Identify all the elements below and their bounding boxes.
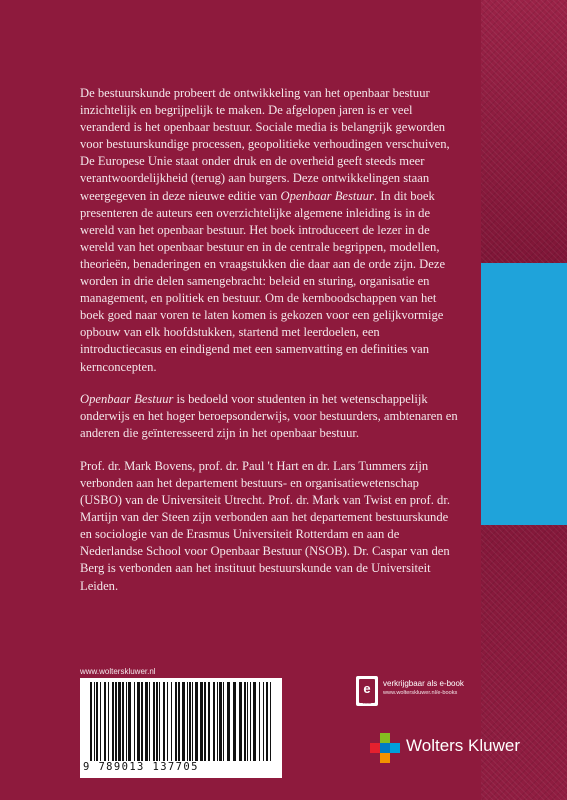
barcode-bar — [217, 682, 218, 761]
barcode-bar — [126, 682, 127, 761]
decorative-strip-blue — [481, 263, 567, 525]
barcode-bar — [108, 682, 109, 761]
barcode-bar — [213, 682, 215, 761]
ebook-url[interactable]: www.wolterskluwer.nl/e-books — [383, 690, 458, 696]
barcode-bar — [175, 682, 177, 761]
barcode-bar — [263, 682, 264, 761]
barcode-bar — [250, 682, 251, 761]
barcode-bar — [149, 682, 150, 761]
barcode-bar — [208, 682, 210, 761]
barcode-bar — [259, 682, 260, 761]
barcode-bar — [270, 682, 271, 761]
barcode-bar — [219, 682, 222, 761]
barcode-bar — [159, 682, 160, 761]
barcode-bar — [134, 682, 135, 761]
barcode-bar — [153, 682, 155, 761]
decorative-strip-top — [481, 0, 567, 263]
barcode-bar — [253, 682, 256, 761]
barcode-bar — [200, 682, 203, 761]
barcode-bar — [122, 682, 124, 761]
barcode-bar — [171, 682, 172, 761]
barcode-bar — [137, 682, 140, 761]
barcode-bar — [244, 682, 246, 761]
publisher-name: Wolters Kluwer — [406, 736, 520, 755]
barcode-bar — [145, 682, 148, 761]
barcode-bar — [247, 682, 248, 761]
ebook-icon: e book — [356, 676, 378, 706]
barcode-bar — [266, 682, 268, 761]
barcode-bar — [167, 682, 168, 761]
barcode-number: 9 789013 137705 — [83, 761, 199, 773]
barcode-bar — [204, 682, 206, 761]
blurb-paragraph-authors: Prof. dr. Mark Bovens, prof. dr. Paul 't Hart en dr. Lars Tummers zijn verbonden aan het departement bestuurs- en organisatiewetenschap (USBO) van de Universiteit Utrecht. Prof. dr. Mark van Twist en prof. dr. Martijn van der Steen zijn verbonden aan het departement bestuurskunde en sociologie van de Erasmus Universiteit Rotterdam en aan de Nederlandse School voor Openbaar Bestuur (NSOB). Dr. Caspar van den Berg is verbonden aan het instituut bestuurskunde van de Universiteit Leiden. — [80, 458, 450, 593]
barcode-bar — [118, 682, 121, 761]
barcode-bar — [128, 682, 131, 761]
barcode-bar — [96, 682, 98, 761]
barcode-bar — [227, 682, 230, 761]
blurb-paragraph-1: De bestuurskunde probeert de ontwikkeling van het openbaar bestuur inzichtelijk en begrijpelijk te maken. De afgelopen jaren is er veel veranderd is het openbaar bestuur. Sociale media is belangrijk geworden voor bestuurskundige processen, geopolitieke verhoudingen verschuiven, De Europese Unie staat onder druk en de overheid geeft steeds meer verantwoordelijkheid (terug) aan burgers. Deze ontwikkelingen staan weergegeven in deze nieuwe editie van Openbaar Bestuur. In dit boek presenteren de auteurs een overzichtelijke algemene inleiding is in de wereld van het openbaar bestuur. Het boek introduceert de lezer in de wereld van het openbaar bestuur en in de centrale begrippen, modellen, theorieën, benaderingen en vraagstukken die daar aan de orde zijn. Deze worden in drie delen samengebracht: beleid en sturing, organisatie en management, en politiek en bestuur. Om de kernboodschappen van het boek goed naar voren te laten komen is gekozen voor een gelijkvormige opbouw van elk hoofdstukken, startend met leerdoelen, een introductiecasus en eindigend met een samenvatting en definities van kernconcepten. — [80, 86, 450, 374]
wolters-kluwer-logo-icon — [370, 733, 400, 763]
barcode-bar — [239, 682, 242, 761]
barcode-bar — [115, 682, 117, 761]
barcode-bar — [187, 682, 188, 761]
barcode-bar — [192, 682, 193, 761]
barcode-bar — [104, 682, 106, 761]
barcode-bar — [156, 682, 158, 761]
barcode-bars — [90, 682, 274, 761]
barcode-bar — [94, 682, 95, 761]
barcode-bar — [223, 682, 224, 761]
barcode-bar — [233, 682, 236, 761]
website-link[interactable]: www.wolterskluwer.nl — [80, 667, 156, 676]
decorative-strip-bottom — [481, 525, 567, 800]
ebook-label: verkrijgbaar als e-book — [383, 679, 464, 688]
blurb-text — [80, 85, 462, 610]
barcode-bar — [163, 682, 165, 761]
barcode-bar — [90, 682, 92, 761]
barcode-bar — [112, 682, 114, 761]
barcode-bar — [195, 682, 198, 761]
blurb-paragraph-2: Openbaar Bestuur is bedoeld voor studenten in het wetenschappelijk onderwijs en het hoger beroepsonderwijs, voor bestuurders, ambtenaren en anderen die geïnteresseerd zijn in het openbaar bestuur. — [80, 392, 458, 441]
barcode-bar — [100, 682, 101, 761]
barcode — [80, 678, 282, 778]
barcode-bar — [189, 682, 191, 761]
barcode-bar — [182, 682, 185, 761]
barcode-bar — [141, 682, 143, 761]
barcode-bar — [178, 682, 180, 761]
